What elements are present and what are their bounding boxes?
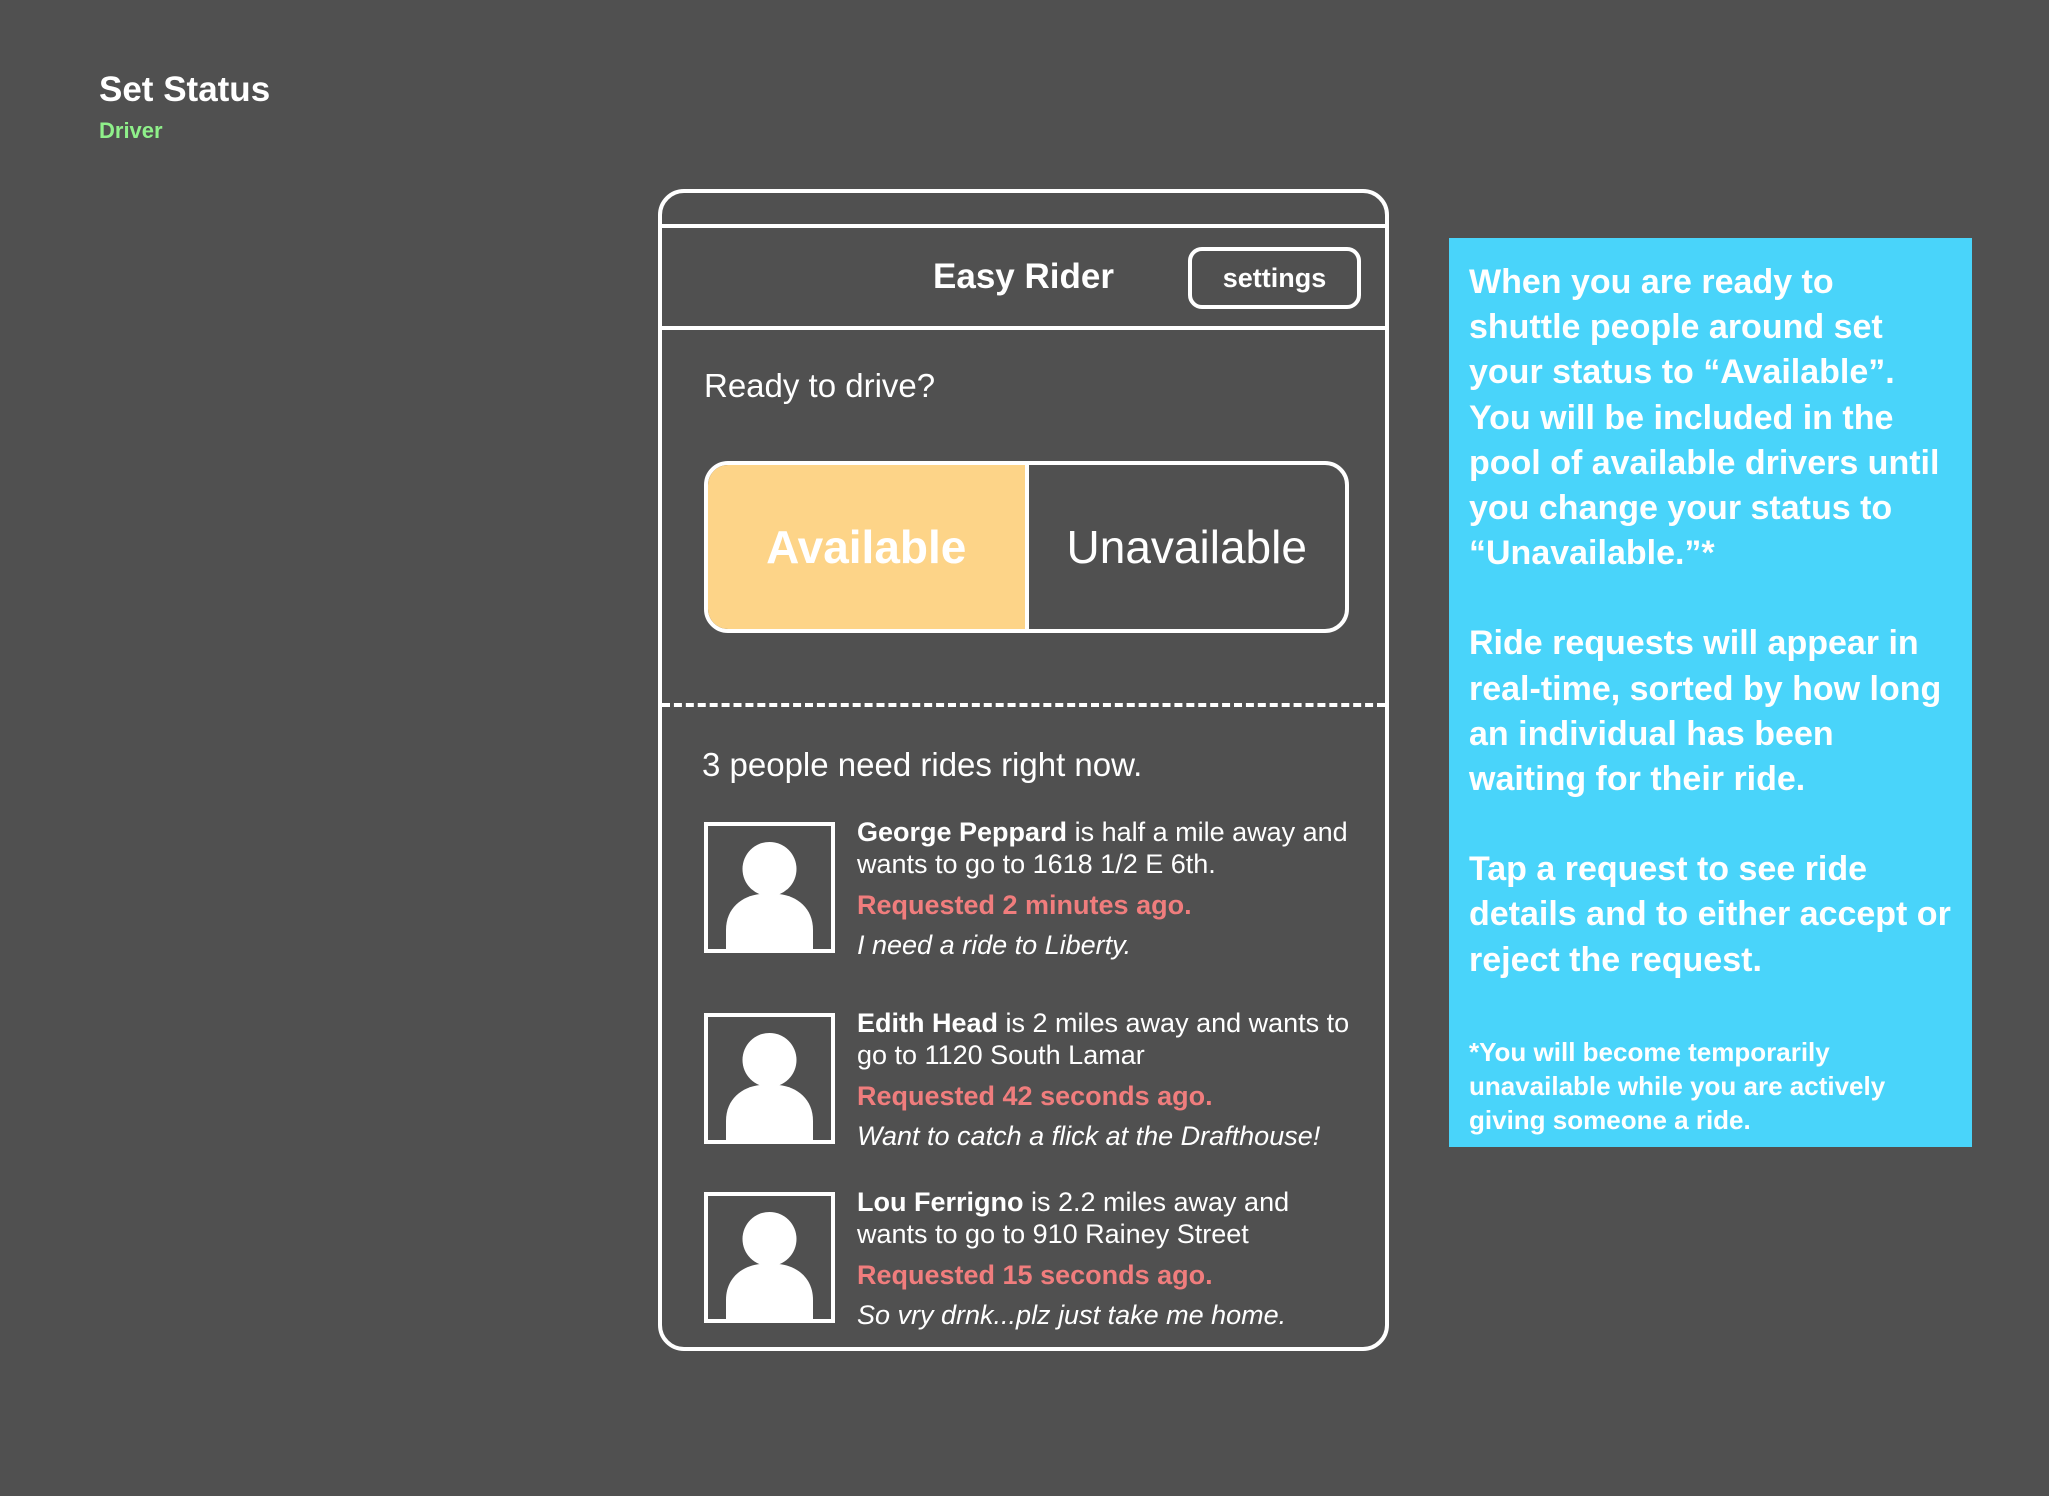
request-text — [857, 1007, 1367, 1152]
request-text — [857, 816, 1367, 961]
request-description — [857, 1186, 1367, 1250]
avatar — [704, 822, 835, 953]
page-subtitle: Driver — [99, 118, 163, 143]
request-time: Requested 15 seconds ago. — [857, 1260, 1213, 1290]
info-footnote: *You will become temporarily unavailable while you are actively giving someone a ride. — [1469, 1036, 1886, 1135]
phone-mockup — [658, 189, 1389, 1351]
rider-name: Edith Head — [857, 1008, 999, 1038]
avatar — [704, 1013, 835, 1144]
request-details: is 2 miles away and wants to go to 1120 South Lamar — [857, 1008, 1350, 1070]
person-icon — [708, 1017, 831, 1140]
ready-to-drive-label: Ready to drive? — [704, 367, 936, 404]
request-text — [857, 1186, 1367, 1331]
ride-request[interactable] — [704, 1187, 1364, 1351]
rider-name: Lou Ferrigno — [857, 1187, 1024, 1217]
request-time: Requested 2 minutes ago. — [857, 890, 1192, 920]
info-paragraph-tap: Tap a request to see ride details and to either accept or reject the request. — [1469, 850, 1951, 979]
info-paragraph-status: When you are ready to shuttle people around set your status to “Available”. You will be included in the pool of available drivers until you change your status to “Unavailable.”* — [1469, 263, 1940, 573]
request-details: is half a mile away and wants to go to 1618 1/2 E 6th. — [857, 817, 1348, 879]
request-description — [857, 1007, 1367, 1071]
status-section — [662, 330, 1385, 707]
rider-name: George Peppard — [857, 817, 1068, 847]
request-details: is 2.2 miles away and wants to go to 910 Rainey Street — [857, 1187, 1290, 1249]
avatar — [704, 1192, 835, 1323]
unavailable-option[interactable]: Unavailable — [1066, 521, 1307, 573]
request-description — [857, 816, 1367, 880]
app-title: Easy Rider — [933, 257, 1114, 296]
info-paragraph-requests: Ride requests will appear in real-time, sorted by how long an individual has been waiting for their ride. — [1469, 624, 1942, 799]
request-time: Requested 42 seconds ago. — [857, 1081, 1213, 1111]
settings-button[interactable]: settings — [1188, 247, 1361, 309]
request-note: So vry drnk...plz just take me home. — [857, 1300, 1287, 1330]
info-panel — [1449, 238, 1972, 1147]
page-title: Set Status — [99, 70, 271, 109]
available-option[interactable]: Available — [708, 465, 1029, 629]
person-icon — [708, 1196, 831, 1319]
person-icon — [708, 826, 831, 949]
phone-status-bar — [662, 193, 1385, 228]
app-header — [662, 228, 1385, 330]
request-note: Want to catch a flick at the Drafthouse! — [857, 1121, 1321, 1151]
ride-request[interactable] — [704, 817, 1364, 982]
status-toggle — [704, 461, 1349, 633]
request-note: I need a ride to Liberty. — [857, 930, 1132, 960]
ride-request[interactable] — [704, 1008, 1364, 1173]
requests-summary: 3 people need rides right now. — [702, 746, 1143, 783]
